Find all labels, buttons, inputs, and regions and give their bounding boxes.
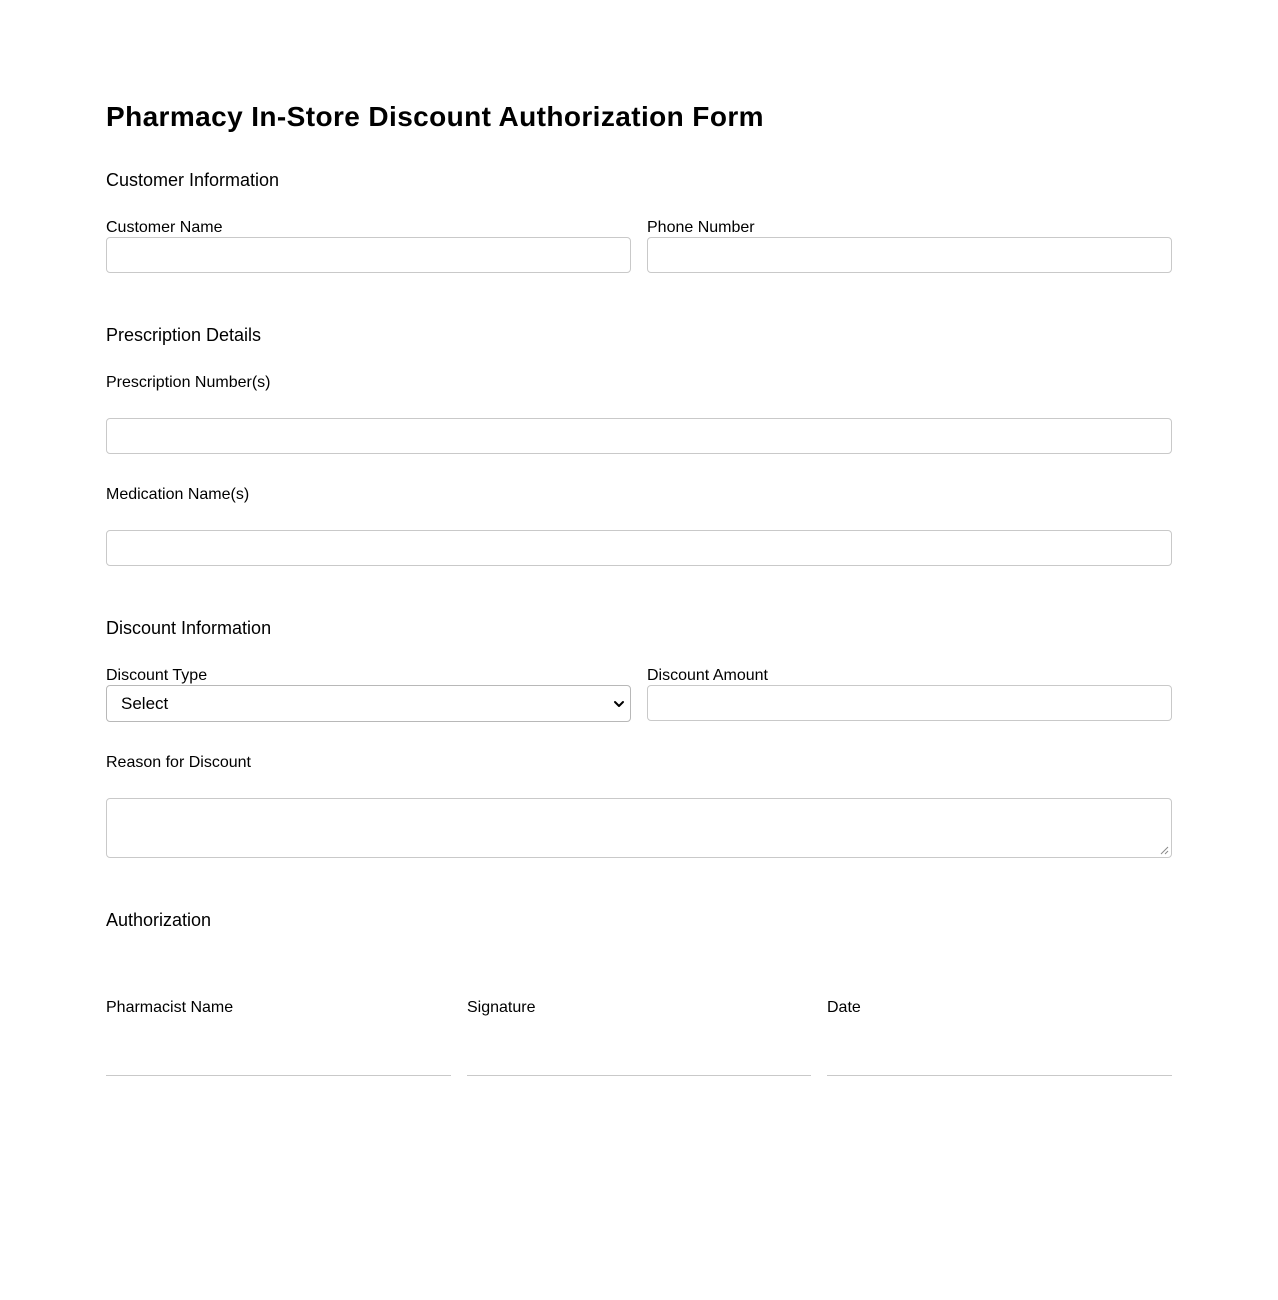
discount-type-label: Discount Type: [106, 667, 208, 684]
section-heading-prescription: Prescription Details: [106, 325, 262, 345]
discount-type-selected-value: Select: [121, 694, 169, 713]
section-heading-discount: Discount Information: [106, 618, 272, 638]
phone-number-input[interactable]: [647, 237, 1172, 273]
section-heading-authorization: Authorization: [106, 910, 212, 930]
phone-number-label: Phone Number: [647, 219, 755, 236]
resize-grip-icon[interactable]: [1160, 846, 1169, 855]
pharmacist-name-label: Pharmacist Name: [106, 999, 234, 1016]
medication-name-input[interactable]: [106, 530, 1172, 566]
discount-type-select[interactable]: [106, 685, 631, 722]
medication-name-label: Medication Name(s): [106, 486, 250, 503]
customer-name-input[interactable]: [106, 237, 631, 273]
section-heading-customer: Customer Information: [106, 170, 280, 190]
reason-for-discount-label: Reason for Discount: [106, 754, 251, 771]
signature-label: Signature: [467, 999, 536, 1016]
reason-for-discount-textarea[interactable]: [106, 798, 1172, 858]
signature-line[interactable]: [467, 1075, 811, 1076]
discount-amount-input[interactable]: [647, 685, 1172, 721]
pharmacist-name-line[interactable]: [106, 1075, 451, 1076]
form-title: Pharmacy In-Store Discount Authorization Form: [106, 101, 764, 132]
date-line[interactable]: [827, 1075, 1172, 1076]
discount-amount-label: Discount Amount: [647, 667, 768, 684]
chevron-down-icon: [612, 697, 626, 711]
date-label: Date: [827, 999, 861, 1016]
prescription-number-input[interactable]: [106, 418, 1172, 454]
prescription-number-label: Prescription Number(s): [106, 374, 271, 391]
customer-name-label: Customer Name: [106, 219, 223, 236]
